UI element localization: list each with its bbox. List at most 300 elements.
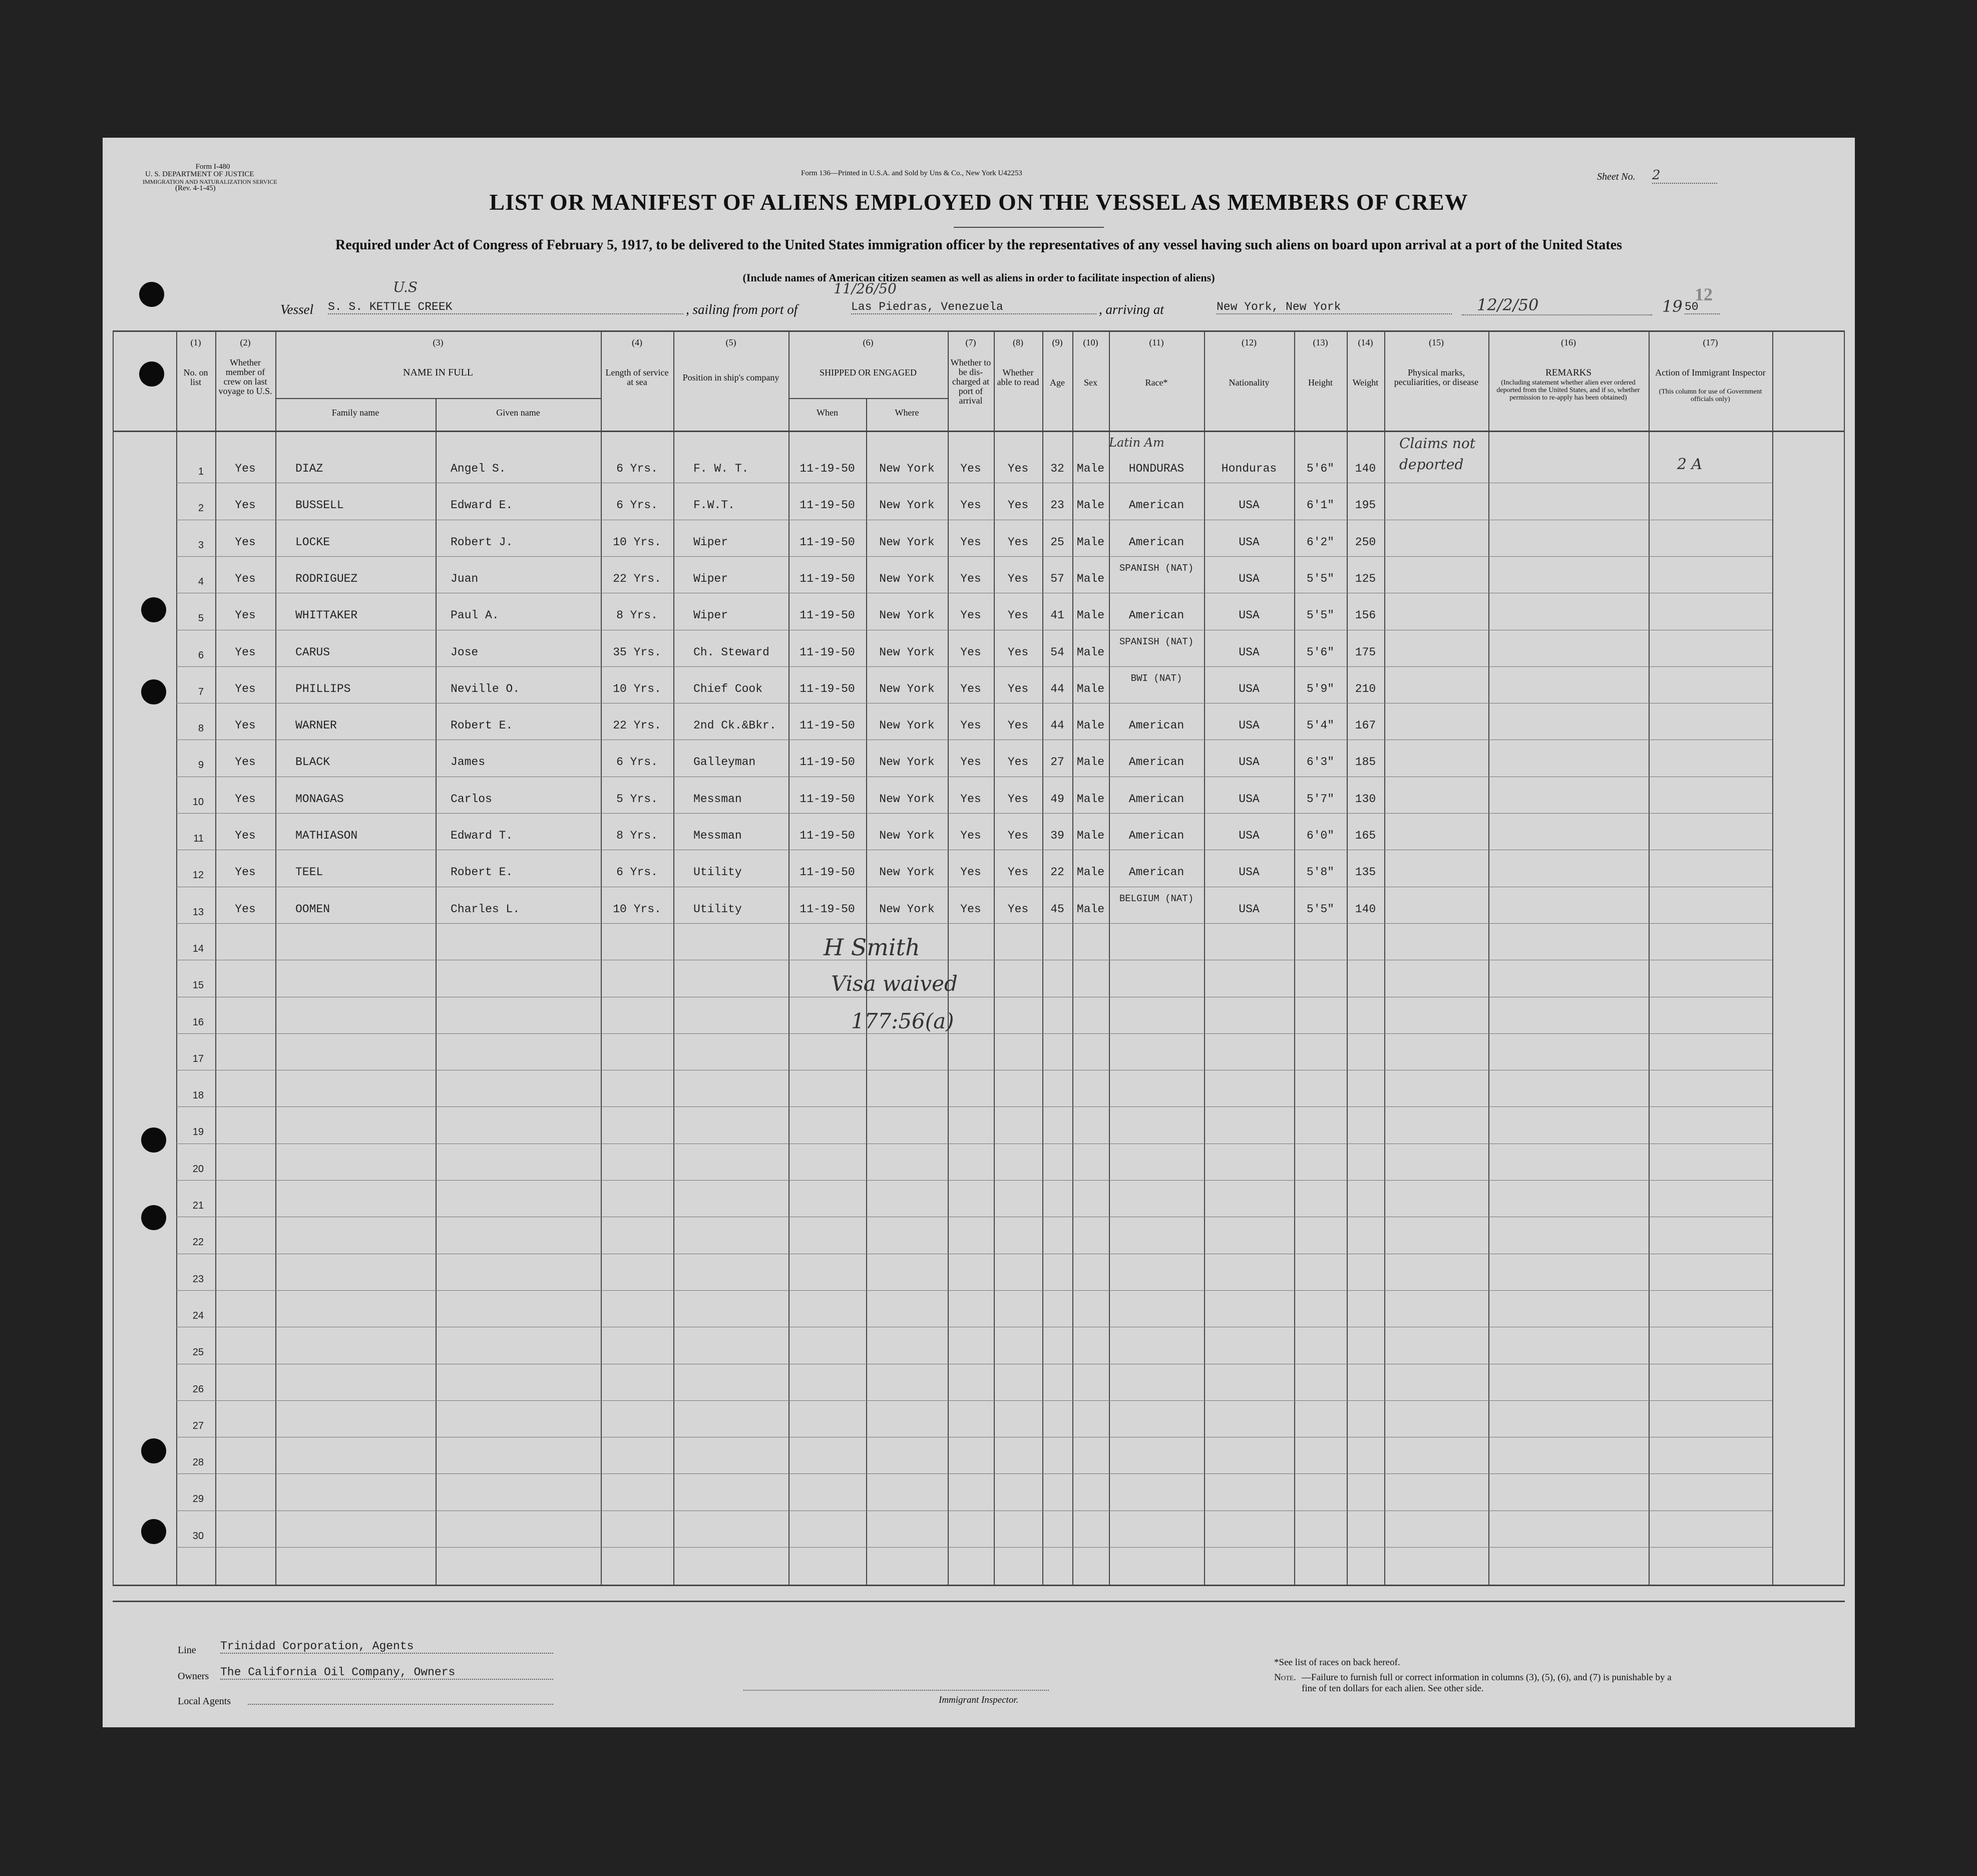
- revision: (Rev. 4-1-45): [175, 184, 216, 192]
- when-cell: 11-19-50: [800, 536, 855, 549]
- header-age: Age: [1050, 378, 1065, 388]
- service-cell: 8 Yrs.: [616, 609, 658, 622]
- service-cell: 22 Yrs.: [613, 719, 661, 732]
- name-subheader-rule: [275, 398, 601, 399]
- row-number: 7: [198, 686, 204, 697]
- row-number: 28: [192, 1457, 204, 1468]
- inspector-line: [743, 1680, 1049, 1691]
- header-when: When: [817, 408, 838, 418]
- owners-label: Owners: [178, 1671, 209, 1682]
- read-cell: Yes: [1007, 866, 1029, 879]
- nationality-cell: USA: [1239, 682, 1260, 695]
- row-rule: [176, 923, 1772, 924]
- service-cell: 6 Yrs.: [616, 499, 658, 512]
- when-cell: 11-19-50: [800, 609, 855, 622]
- age-cell: 39: [1050, 829, 1064, 842]
- discharged-cell: Yes: [960, 536, 981, 549]
- member-cell: Yes: [235, 499, 256, 512]
- sex-cell: Male: [1076, 462, 1105, 475]
- row-number: 15: [192, 980, 204, 991]
- position-cell: Messman: [693, 793, 742, 806]
- year: 50: [1685, 300, 1720, 314]
- position-cell: Wiper: [693, 609, 728, 622]
- header-discharged: Whether to be dis-charged at port of arrival: [950, 357, 991, 406]
- nationality-cell: USA: [1239, 756, 1260, 769]
- family-name-cell: BUSSELL: [295, 499, 344, 512]
- col-rule: [1347, 330, 1348, 1585]
- row-number: 11: [193, 833, 204, 844]
- race-cell: BELGIUM (NAT): [1119, 893, 1194, 904]
- given-name-cell: Neville O.: [451, 682, 520, 695]
- age-cell: 27: [1050, 756, 1064, 769]
- row-number: 13: [192, 907, 204, 918]
- where-cell: New York: [879, 682, 935, 695]
- row-rule: [176, 1473, 1772, 1474]
- nationality-cell: USA: [1239, 866, 1260, 879]
- discharged-cell: Yes: [960, 756, 981, 769]
- service-cell: 6 Yrs.: [616, 866, 658, 879]
- given-name-cell: Paul A.: [451, 609, 499, 622]
- member-cell: Yes: [235, 829, 256, 842]
- punch-hole: [141, 1519, 166, 1544]
- handwritten-section: 177:56(a): [851, 1009, 954, 1033]
- where-cell: New York: [879, 572, 935, 585]
- row-number: 16: [192, 1017, 204, 1028]
- race-note-handwritten: Latin Am: [1109, 436, 1164, 450]
- position-cell: Ch. Steward: [693, 646, 769, 659]
- given-name-cell: Jose: [451, 646, 479, 659]
- where-cell: New York: [879, 793, 935, 806]
- member-cell: Yes: [235, 536, 256, 549]
- sex-cell: Male: [1076, 829, 1105, 842]
- family-name-cell: RODRIGUEZ: [295, 572, 358, 585]
- height-cell: 5'4": [1306, 719, 1335, 732]
- nationality-cell: USA: [1239, 903, 1260, 916]
- row-number: 8: [198, 723, 204, 734]
- row-number: 14: [192, 943, 204, 954]
- row-rule: [176, 1547, 1772, 1548]
- nationality-cell: USA: [1239, 719, 1260, 732]
- age-cell: 54: [1050, 646, 1064, 659]
- row-number: 12: [192, 870, 204, 881]
- position-cell: F.W.T.: [693, 499, 735, 512]
- given-name-cell: James: [451, 756, 486, 769]
- member-cell: Yes: [235, 609, 256, 622]
- sex-cell: Male: [1076, 793, 1105, 806]
- where-cell: New York: [879, 462, 935, 475]
- family-name-cell: OOMEN: [295, 903, 330, 916]
- department: U. S. DEPARTMENT OF JUSTICE: [145, 170, 254, 178]
- row-number: 22: [192, 1237, 204, 1248]
- col-rule: [1204, 330, 1205, 1585]
- sex-cell: Male: [1076, 682, 1105, 695]
- age-cell: 32: [1050, 462, 1064, 475]
- sex-cell: Male: [1076, 719, 1105, 732]
- where-cell: New York: [879, 536, 935, 549]
- row-number: 23: [192, 1274, 204, 1285]
- weight-cell: 250: [1355, 536, 1376, 549]
- read-cell: Yes: [1007, 646, 1029, 659]
- row-number: 17: [192, 1053, 204, 1064]
- family-name-cell: MONAGAS: [295, 793, 344, 806]
- age-cell: 25: [1050, 536, 1064, 549]
- title-rule: [954, 227, 1104, 228]
- race-cell: SPANISH (NAT): [1119, 563, 1194, 574]
- height-cell: 6'3": [1306, 756, 1335, 769]
- member-cell: Yes: [235, 646, 256, 659]
- sex-cell: Male: [1076, 572, 1105, 585]
- punch-hole: [139, 282, 164, 307]
- header-position: Position in ship's company: [682, 372, 779, 383]
- punch-hole: [141, 1438, 166, 1463]
- header-length-service: Length of service at sea: [605, 367, 669, 387]
- height-cell: 5'8": [1306, 866, 1335, 879]
- arriving-label: , arriving at: [1099, 302, 1164, 317]
- nationality-cell: USA: [1239, 572, 1260, 585]
- note-label: Note.: [1274, 1672, 1296, 1683]
- weight-cell: 210: [1355, 682, 1376, 695]
- where-cell: New York: [879, 609, 935, 622]
- col-num: (8): [1013, 337, 1023, 347]
- member-cell: Yes: [235, 866, 256, 879]
- weight-cell: 125: [1355, 572, 1376, 585]
- arriving-port: New York, New York: [1217, 300, 1452, 314]
- race-cell: American: [1128, 829, 1184, 842]
- sex-cell: Male: [1076, 756, 1105, 769]
- service-cell: 6 Yrs.: [616, 462, 658, 475]
- header-height: Height: [1308, 378, 1333, 388]
- discharged-cell: Yes: [960, 903, 981, 916]
- weight-cell: 140: [1355, 903, 1376, 916]
- given-name-cell: Edward E.: [451, 499, 513, 512]
- header-weight: Weight: [1352, 378, 1379, 388]
- height-cell: 6'1": [1306, 499, 1335, 512]
- col-rule: [113, 330, 114, 1585]
- col-rule: [1488, 330, 1489, 1585]
- col-num: (4): [632, 337, 642, 347]
- row-number: 6: [198, 650, 204, 661]
- when-cell: 11-19-50: [800, 903, 855, 916]
- row-rule: [176, 1180, 1772, 1181]
- when-cell: 11-19-50: [800, 829, 855, 842]
- col-num: (12): [1242, 337, 1257, 347]
- form-number: Form I-480: [195, 163, 230, 171]
- race-cell: American: [1128, 536, 1184, 549]
- when-cell: 11-19-50: [800, 719, 855, 732]
- nationality-cell: USA: [1239, 499, 1260, 512]
- col-rule: [1649, 330, 1650, 1585]
- row-number: 21: [192, 1200, 204, 1211]
- header-physical: Physical marks, peculiarities, or disease: [1394, 367, 1479, 387]
- discharged-cell: Yes: [960, 609, 981, 622]
- col-num: (5): [725, 337, 736, 347]
- member-cell: Yes: [235, 756, 256, 769]
- weight-cell: 167: [1355, 719, 1376, 732]
- when-cell: 11-19-50: [800, 793, 855, 806]
- race-cell: American: [1128, 609, 1184, 622]
- header-action-note: (This column for use of Government officials only): [1659, 388, 1762, 403]
- age-cell: 41: [1050, 609, 1064, 622]
- row-rule: [176, 556, 1772, 557]
- sheet-label: Sheet No.: [1597, 171, 1636, 182]
- age-cell: 44: [1050, 682, 1064, 695]
- col-num: (11): [1149, 337, 1164, 347]
- row-number: 10: [192, 797, 204, 808]
- service-cell: 5 Yrs.: [616, 793, 658, 806]
- member-cell: Yes: [235, 903, 256, 916]
- race-cell: American: [1128, 499, 1184, 512]
- header-family-name: Family name: [331, 408, 379, 418]
- discharged-cell: Yes: [960, 682, 981, 695]
- member-cell: Yes: [235, 462, 256, 475]
- row-number: 3: [198, 540, 204, 551]
- nationality-cell: USA: [1239, 829, 1260, 842]
- stamp-number: 12: [1695, 284, 1713, 304]
- where-cell: New York: [879, 829, 935, 842]
- when-cell: 11-19-50: [800, 499, 855, 512]
- row-rule: [176, 1033, 1772, 1034]
- age-cell: 23: [1050, 499, 1064, 512]
- height-cell: 5'5": [1306, 609, 1335, 622]
- weight-cell: 156: [1355, 609, 1376, 622]
- sailing-date-note: 11/26/50: [834, 280, 897, 297]
- service-name: IMMIGRATION AND NATURALIZATION SERVICE: [143, 178, 277, 185]
- agents-line: [248, 1691, 553, 1705]
- footer-rule: [113, 1601, 1845, 1602]
- family-name-cell: MATHIASON: [295, 829, 358, 842]
- position-cell: Messman: [693, 829, 742, 842]
- position-cell: F. W. T.: [693, 462, 749, 475]
- family-name-cell: WHITTAKER: [295, 609, 358, 622]
- header-able-read: Whether able to read: [997, 367, 1039, 387]
- printer-line: Form 136—Printed in U.S.A. and Sold by Uns & Co., New York U42253: [801, 169, 1022, 177]
- service-cell: 10 Yrs.: [613, 682, 661, 695]
- header-nationality: Nationality: [1229, 378, 1270, 388]
- header-remarks: REMARKS: [1545, 367, 1592, 378]
- page-title: LIST OR MANIFEST OF ALIENS EMPLOYED ON THE VESSEL AS MEMBERS OF CREW: [489, 189, 1468, 215]
- row-number: 2: [198, 503, 204, 514]
- sailing-port: Las Piedras, Venezuela: [851, 300, 1096, 314]
- col-rule: [1109, 330, 1110, 1585]
- col-rule: [948, 330, 949, 1585]
- race-cell: American: [1128, 719, 1184, 732]
- col-rule: [601, 330, 602, 1585]
- handwritten-visa-waived: Visa waived: [831, 971, 958, 996]
- row-number: 29: [192, 1493, 204, 1505]
- discharged-cell: Yes: [960, 793, 981, 806]
- inspector-action: 2 A: [1677, 456, 1703, 473]
- table-bottom-rule: [113, 1585, 1845, 1586]
- read-cell: Yes: [1007, 609, 1029, 622]
- agents-label: Local Agents: [178, 1696, 231, 1707]
- row-number: 5: [198, 613, 204, 624]
- service-cell: 8 Yrs.: [616, 829, 658, 842]
- shipped-subheader-rule: [788, 398, 948, 399]
- sex-cell: Male: [1076, 536, 1105, 549]
- discharged-cell: Yes: [960, 572, 981, 585]
- weight-cell: 130: [1355, 793, 1376, 806]
- col-num: (1): [190, 337, 201, 347]
- height-cell: 6'0": [1306, 829, 1335, 842]
- sex-cell: Male: [1076, 903, 1105, 916]
- nationality-cell: USA: [1239, 536, 1260, 549]
- service-cell: 10 Yrs.: [613, 903, 661, 916]
- header-no-on-list: No. on list: [183, 367, 208, 387]
- height-cell: 5'7": [1306, 793, 1335, 806]
- col-num: (10): [1083, 337, 1098, 347]
- discharged-cell: Yes: [960, 499, 981, 512]
- when-cell: 11-19-50: [800, 682, 855, 695]
- nationality-cell: USA: [1239, 793, 1260, 806]
- service-cell: 10 Yrs.: [613, 536, 661, 549]
- requirement-text: Required under Act of Congress of February 5, 1917, to be delivered to the United States immigration officer by the representatives of any vessel having such aliens on board upon arrival at a port of the United States: [335, 237, 1622, 253]
- read-cell: Yes: [1007, 719, 1029, 732]
- weight-cell: 175: [1355, 646, 1376, 659]
- position-cell: 2nd Ck.&Bkr.: [693, 719, 776, 732]
- age-cell: 49: [1050, 793, 1064, 806]
- header-race: Race*: [1145, 378, 1168, 388]
- row-rule: [176, 666, 1772, 667]
- row-rule: [176, 739, 1772, 740]
- read-cell: Yes: [1007, 499, 1029, 512]
- family-name-cell: DIAZ: [295, 462, 323, 475]
- note-text: —Failure to furnish full or correct information in columns (3), (5), (6), and (7) is punishable by a fine of ten dollars for each alien. See other side.: [1302, 1672, 1672, 1694]
- read-cell: Yes: [1007, 829, 1029, 842]
- year-prefix: 19: [1662, 297, 1683, 316]
- race-cell: American: [1128, 866, 1184, 879]
- nationality-cell: USA: [1239, 609, 1260, 622]
- col-num: (3): [433, 337, 444, 347]
- read-cell: Yes: [1007, 462, 1029, 475]
- col-rule: [1384, 330, 1385, 1585]
- header-action: Action of Immigrant Inspector: [1655, 367, 1766, 378]
- header-where: Where: [895, 408, 919, 418]
- row-rule: [176, 813, 1772, 814]
- where-cell: New York: [879, 719, 935, 732]
- header-remarks-note: (Including statement whether alien ever ordered deported from the United States, and if so, whether permission to re-apply has been obtained): [1496, 379, 1640, 402]
- read-cell: Yes: [1007, 536, 1029, 549]
- sex-cell: Male: [1076, 609, 1105, 622]
- race-cell: HONDURAS: [1128, 462, 1184, 475]
- row-rule: [176, 1106, 1772, 1107]
- arrival-date: 12/2/50: [1462, 295, 1652, 315]
- height-cell: 5'5": [1306, 903, 1335, 916]
- position-cell: Galleyman: [693, 756, 756, 769]
- physical-note-handwritten: Claims not deported: [1399, 435, 1475, 473]
- member-cell: Yes: [235, 793, 256, 806]
- where-cell: New York: [879, 499, 935, 512]
- col-rule: [673, 330, 674, 1585]
- position-cell: Wiper: [693, 536, 728, 549]
- sex-cell: Male: [1076, 866, 1105, 879]
- include-note: (Include names of American citizen seamen as well as aliens in order to facilitate inspection of aliens): [742, 271, 1215, 284]
- read-cell: Yes: [1007, 682, 1029, 695]
- inspector-label: Immigrant Inspector.: [939, 1695, 1019, 1705]
- row-number: 20: [192, 1164, 204, 1175]
- given-name-cell: Carlos: [451, 793, 492, 806]
- family-name-cell: LOCKE: [295, 536, 330, 549]
- row-number: 4: [198, 576, 204, 587]
- punch-hole: [139, 361, 164, 387]
- read-cell: Yes: [1007, 572, 1029, 585]
- height-cell: 5'9": [1306, 682, 1335, 695]
- discharged-cell: Yes: [960, 646, 981, 659]
- header-name: NAME IN FULL: [403, 367, 473, 378]
- nationality-cell: Honduras: [1221, 462, 1277, 475]
- col-num: (16): [1561, 337, 1576, 347]
- given-name-cell: Robert J.: [451, 536, 513, 549]
- position-cell: Utility: [693, 866, 742, 879]
- sex-cell: Male: [1076, 646, 1105, 659]
- height-cell: 5'6": [1306, 462, 1335, 475]
- position-cell: Utility: [693, 903, 742, 916]
- row-number: 9: [198, 760, 204, 771]
- handwritten-signature: H Smith: [824, 934, 920, 961]
- col-rule: [1294, 330, 1295, 1585]
- age-cell: 57: [1050, 572, 1064, 585]
- col-rule: [1072, 330, 1073, 1585]
- col-num: (7): [965, 337, 976, 347]
- when-cell: 11-19-50: [800, 462, 855, 475]
- given-name-cell: Edward T.: [451, 829, 513, 842]
- col-rule: [994, 330, 995, 1585]
- col-rule: [1042, 330, 1043, 1585]
- family-name-cell: CARUS: [295, 646, 330, 659]
- col-num: (2): [240, 337, 251, 347]
- table-top-rule: [113, 330, 1845, 332]
- punch-hole: [141, 679, 166, 704]
- header-given-name: Given name: [496, 408, 540, 418]
- service-cell: 6 Yrs.: [616, 756, 658, 769]
- height-cell: 5'6": [1306, 646, 1335, 659]
- discharged-cell: Yes: [960, 719, 981, 732]
- vessel-label: Vessel: [280, 302, 313, 317]
- row-number: 24: [192, 1310, 204, 1321]
- owners-value: The California Oil Company, Owners: [220, 1666, 553, 1680]
- when-cell: 11-19-50: [800, 756, 855, 769]
- race-cell: American: [1128, 756, 1184, 769]
- col-rule: [176, 330, 177, 1585]
- col-rule: [436, 398, 437, 1585]
- weight-cell: 140: [1355, 462, 1376, 475]
- punch-hole: [141, 597, 166, 622]
- height-cell: 6'2": [1306, 536, 1335, 549]
- given-name-cell: Juan: [451, 572, 479, 585]
- col-num: (6): [863, 337, 874, 347]
- col-num: (13): [1313, 337, 1328, 347]
- col-rule: [215, 330, 216, 1585]
- vessel-note: U.S: [393, 279, 418, 295]
- service-cell: 22 Yrs.: [613, 572, 661, 585]
- family-name-cell: BLACK: [295, 756, 330, 769]
- discharged-cell: Yes: [960, 866, 981, 879]
- discharged-cell: Yes: [960, 829, 981, 842]
- line-value: Trinidad Corporation, Agents: [220, 1640, 553, 1654]
- col-num: (17): [1703, 337, 1718, 347]
- nationality-cell: USA: [1239, 646, 1260, 659]
- weight-cell: 165: [1355, 829, 1376, 842]
- row-number: 25: [192, 1347, 204, 1358]
- family-name-cell: WARNER: [295, 719, 337, 732]
- weight-cell: 135: [1355, 866, 1376, 879]
- header-sex: Sex: [1084, 378, 1097, 388]
- where-cell: New York: [879, 756, 935, 769]
- row-rule: [176, 1290, 1772, 1291]
- weight-cell: 195: [1355, 499, 1376, 512]
- family-name-cell: TEEL: [295, 866, 323, 879]
- read-cell: Yes: [1007, 793, 1029, 806]
- given-name-cell: Charles L.: [451, 903, 520, 916]
